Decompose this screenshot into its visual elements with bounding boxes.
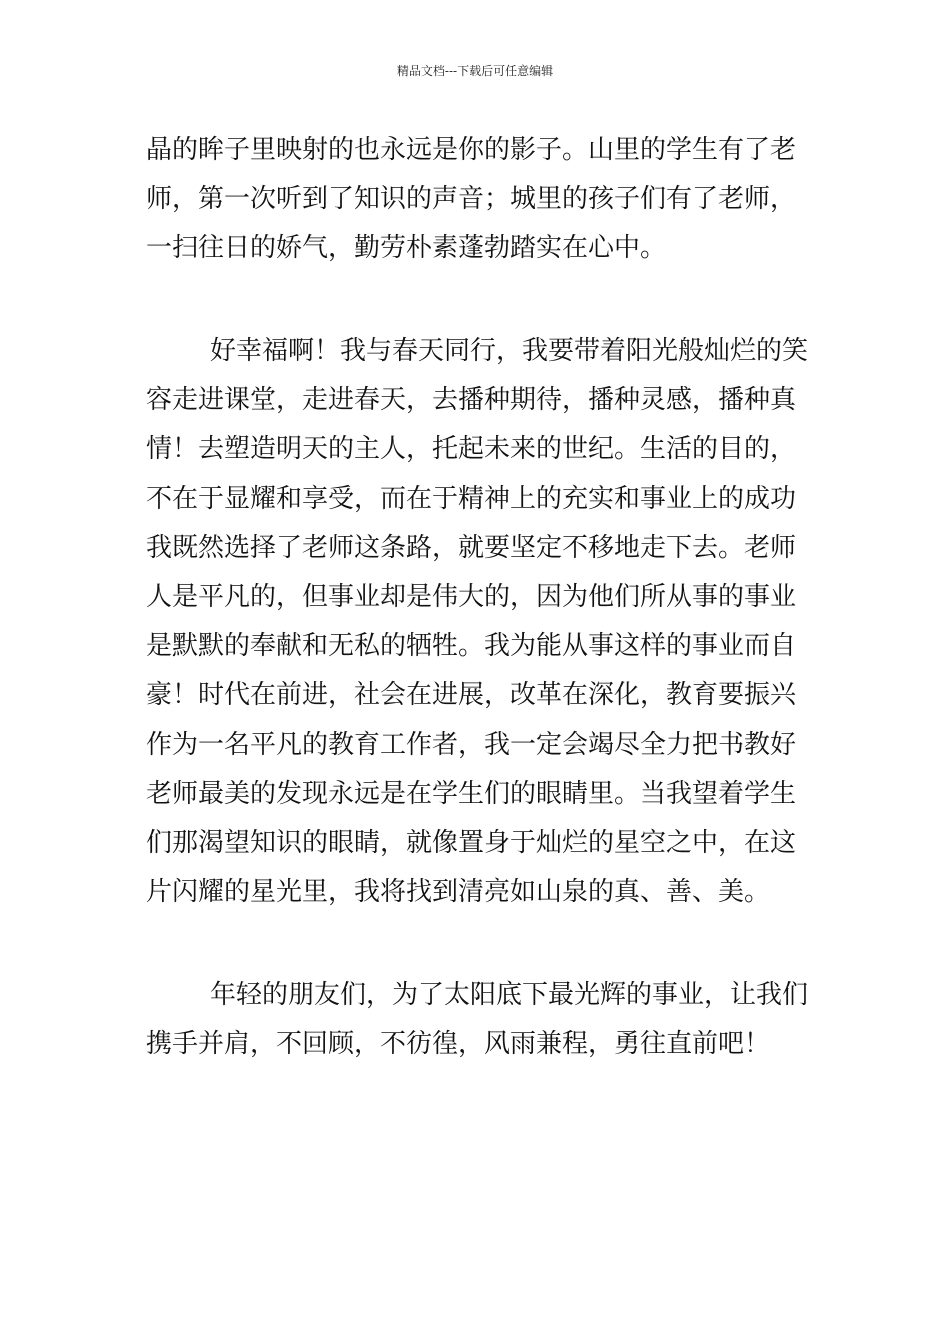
paragraph-line: 人是平凡的，但事业却是伟大的，因为他们所从事的事业 xyxy=(146,581,797,612)
paragraph-line: 作为一名平凡的教育工作者，我一定会竭尽全力把书教好 xyxy=(146,729,797,760)
paragraph-1 xyxy=(146,126,806,274)
paragraph-2 xyxy=(146,327,809,917)
paragraph-line: 晶的眸子里映射的也永远是你的影子。山里的学生有了老 xyxy=(146,135,797,165)
paragraph-line: 是默默的奉献和无私的牺牲。我为能从事这样的事业而自 xyxy=(146,631,797,662)
paragraph-line: 我既然选择了老师这条路，就要坚定不移地走下去。老师 xyxy=(146,532,797,563)
paragraph-line: 一扫往日的娇气，勤劳朴素蓬勃踏实在心中。 xyxy=(146,233,667,264)
paragraph-line: 师，第一次听到了知识的声音；城里的孩子们有了老师， xyxy=(146,184,797,215)
paragraph-line: 不在于显耀和享受，而在于精神上的充实和事业上的成功 xyxy=(146,483,797,514)
paragraph-line: 容走进课堂，走进春天，去播种期待，播种灵感，播种真 xyxy=(146,385,797,416)
paragraph-3 xyxy=(146,971,809,1069)
paragraph-line: 老师最美的发现永远是在学生们的眼睛里。当我望着学生 xyxy=(146,778,797,809)
paragraph-line: 情！去塑造明天的主人，托起未来的世纪。生活的目的， xyxy=(146,434,797,465)
paragraph-line: 豪！时代在前进，社会在进展，改革在深化，教育要振兴 xyxy=(146,680,797,711)
paragraph-line: 片闪耀的星光里，我将找到清亮如山泉的真、善、美。 xyxy=(146,877,771,908)
paragraph-line: 好幸福啊！我与春天同行，我要带着阳光般灿烂的笑 xyxy=(210,336,809,366)
paragraph-line: 们那渴望知识的眼睛，就像置身于灿烂的星空之中，在这 xyxy=(146,827,797,858)
page-header: 精品文档---下载后可任意编辑 xyxy=(396,64,554,78)
paragraph-line: 携手并肩，不回顾，不彷徨，风雨兼程，勇往直前吧！ xyxy=(146,1029,771,1060)
paragraph-line: 年轻的朋友们，为了太阳底下最光辉的事业，让我们 xyxy=(210,980,809,1010)
